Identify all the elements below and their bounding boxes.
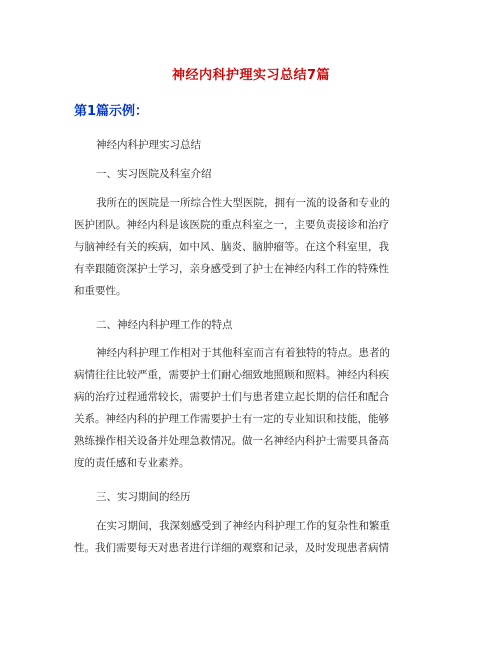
paragraph-line: 病的治疗过程通常较长，需要护士们与患者建立起长期的信任和配合 [74,391,389,403]
paragraph-line: 性。我们需要每天对患者进行详细的观察和记录，及时发现患者病情 [74,542,389,554]
paragraph-line: 病情往往比较严重，需要护士们耐心细致地照顾和照料。神经内科疾 [74,369,389,381]
paragraph-line: 有幸跟随资深护士学习，亲身感受到了护士在神经内科工作的特殊性 [74,263,389,275]
paragraph-line: 和重要性。 [74,285,127,297]
paragraph-line: 与脑神经有关的疾病，如中风、脑炎、脑肿瘤等。在这个科室里，我 [74,241,389,253]
paragraph-line: 我所在的医院是一所综合性大型医院，拥有一流的设备和专业的 [96,197,390,209]
section-heading: 第1篇示例： [74,104,149,119]
paragraph-line: 度的责任感和专业素养。 [74,457,190,469]
subheading-2: 二、神经内科护理工作的特点 [96,319,233,331]
paragraph-line: 关系。神经内科的护理工作需要护士有一定的专业知识和技能，能够 [74,413,389,425]
subheading-3: 三、实习期间的经历 [96,491,191,503]
paragraph-line: 医护团队。神经内科是该医院的重点科室之一，主要负责接诊和治疗 [74,219,389,231]
document-title: 神经内科护理实习总结7篇 [171,68,331,83]
paragraph-line: 熟练操作相关设备并处理急救情况。做一名神经内科护士需要具备高 [74,435,389,447]
subheading-1: 一、实习医院及科室介绍 [96,168,212,180]
paragraph-line: 在实习期间，我深刻感受到了神经内科护理工作的复杂性和繁重 [96,520,390,532]
paragraph-line: 神经内科护理工作相对于其他科室而言有着独特的特点。患者的 [96,347,390,359]
paragraph-title: 神经内科护理实习总结 [96,139,201,151]
